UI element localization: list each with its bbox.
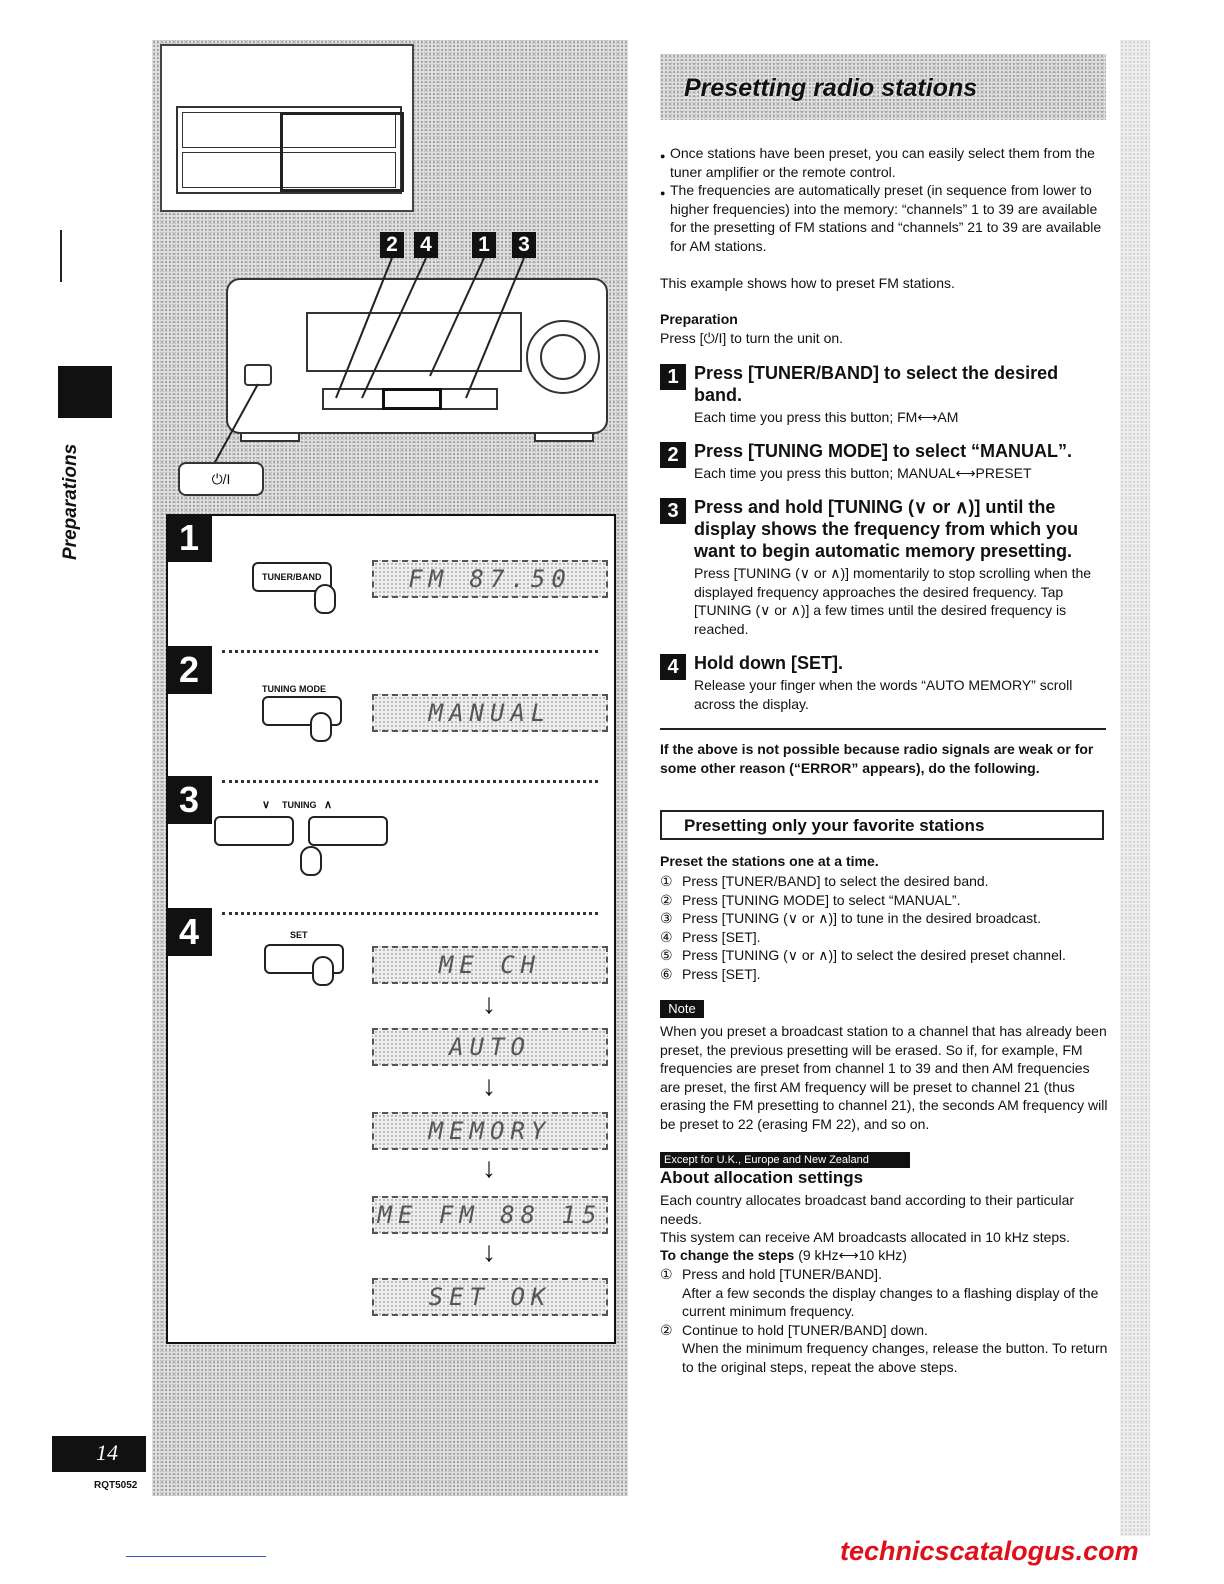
allocation-list — [660, 1265, 1108, 1376]
display-auto: AUTO — [372, 1028, 608, 1066]
finger-press-icon — [314, 584, 336, 614]
step-4-body: Release your finger when the words “AUTO MEMORY” scroll across the display. — [694, 677, 1073, 712]
illus-step-4-number: 4 — [166, 908, 212, 956]
footer-site-link[interactable]: technicscatalogus.com — [840, 1536, 1139, 1566]
tuning-down-button-icon — [214, 816, 294, 846]
list-item — [660, 1321, 1108, 1377]
display-fm: FM 87.50 — [372, 560, 608, 598]
item-text: Press [TUNER/BAND] to select the desired band. — [682, 873, 989, 889]
step-4-heading: Hold down [SET]. — [694, 653, 843, 673]
change-steps-line — [660, 1246, 1108, 1265]
list-item — [660, 909, 1108, 928]
item-number: ② — [660, 1321, 673, 1338]
callout-4: 4 — [414, 232, 438, 258]
arrow-down-icon: ↓ — [482, 1152, 496, 1183]
allocation-text-2: This system can receive AM broadcasts allocated in 10 kHz steps. — [660, 1229, 1071, 1245]
step-2-heading: Press [TUNING MODE] to select “MANUAL”. — [694, 441, 1073, 461]
callout-2: 2 — [380, 232, 404, 258]
preparation-text: Press [⏻/I] to turn the unit on. — [660, 330, 844, 346]
page-edge-shadow — [1120, 40, 1150, 1536]
region-tag: Except for U.K., Europe and New Zealand — [660, 1152, 910, 1168]
list-item — [660, 946, 1108, 965]
item-number: ④ — [660, 928, 673, 945]
footer-rule — [126, 1556, 266, 1557]
callout-1: 1 — [472, 232, 496, 258]
step-3-number: 3 — [660, 498, 686, 524]
item-text: Press [SET]. — [682, 928, 761, 945]
favorites-list — [660, 872, 1108, 983]
step-1-heading: Press [TUNER/BAND] to select the desired band. — [694, 363, 1059, 405]
page-number: 14 — [96, 1440, 118, 1465]
preparation-heading: Preparation — [660, 311, 738, 327]
step-3-heading: Press and hold [TUNING (∨ or ∧)] until the display shows the frequency from which you want to begin automatic memory presetting. — [694, 497, 1079, 561]
example-text: This example shows how to preset FM stations. — [660, 275, 955, 291]
item-subtext: When the minimum frequency changes, release the button. To return to the original steps, repeat the above steps. — [682, 1340, 1108, 1375]
leader-line-power — [214, 384, 258, 464]
step-4-number: 4 — [660, 654, 686, 680]
illus-step-2-number: 2 — [166, 646, 212, 694]
tuning-up-symbol: ∧ — [324, 799, 333, 811]
tuning-label: TUNING — [282, 800, 317, 810]
item-text: Press [SET]. — [682, 965, 761, 982]
list-item — [660, 891, 1108, 910]
leader-line-2 — [336, 258, 392, 398]
allocation-title: About allocation settings — [660, 1168, 864, 1187]
illus-step-1-number: 1 — [166, 514, 212, 562]
leader-line-1 — [430, 258, 484, 376]
note-text: When you preset a broadcast station to a channel that has already been preset, the previous presetting will be erased. So if, for example, FM frequencies are preset from channel 1 to 39 and then AM frequencies are preset, the first AM frequency will be preset to channel 21 (thus erasing the FM presetting to channel 21), the seconds AM frequency will be preset to 22 (erasing FM 22), and so on. — [660, 1023, 1108, 1132]
arrow-down-icon: ↓ — [482, 1236, 496, 1267]
tuning-mode-label: TUNING MODE — [262, 684, 326, 694]
list-item — [660, 872, 1108, 891]
note-label: Note — [660, 1000, 704, 1018]
intro-bullet: ● Once stations have been preset, you can easily select them from the tuner amplifier or the remote control. — [660, 144, 1108, 181]
step-divider — [222, 912, 598, 915]
leader-line-4 — [362, 258, 426, 398]
page-title: Presetting radio stations — [684, 74, 978, 102]
favorites-title-box — [660, 810, 1104, 840]
section-label-text: Preparations — [60, 443, 81, 560]
item-number: ② — [660, 891, 673, 908]
step-2-body: Each time you press this button; MANUAL⟷PRESET — [694, 465, 1032, 481]
finger-press-icon — [312, 956, 334, 986]
model-code: RQT5052 — [94, 1480, 138, 1491]
set-label: SET — [290, 930, 308, 940]
favorites-subheading: Preset the stations one at a time. — [660, 853, 879, 869]
list-item — [660, 965, 1108, 984]
step-divider — [222, 650, 598, 653]
finger-press-icon — [300, 846, 322, 876]
intro-bullet: ● The frequencies are automatically preset (in sequence from lower to higher frequencies) into the memory: “channels” 1 to 39 are available for the presetting of FM stations and “channels” 21 to 39 are available for AM stations. — [660, 181, 1108, 255]
section-divider — [660, 728, 1106, 730]
tuner-band-label: TUNER/BAND — [262, 572, 322, 582]
power-button: ⏻/I — [178, 462, 264, 496]
arrow-down-icon: ↓ — [482, 988, 496, 1019]
item-text: Press [TUNING MODE] to select “MANUAL”. — [682, 891, 961, 908]
list-item — [660, 1265, 1108, 1321]
step-divider — [222, 780, 598, 783]
item-number: ① — [660, 873, 673, 889]
display-me-ch: ME CH — [372, 946, 608, 984]
item-subtext: After a few seconds the display changes to a flashing display of the current minimum frequency. — [682, 1284, 1099, 1319]
display-set-ok: SET OK — [372, 1278, 608, 1316]
item-text: Press [TUNING (∨ or ∧)] to tune in the desired broadcast. — [682, 910, 1041, 926]
tuning-down-symbol: ∨ — [262, 799, 271, 811]
step-1-body: Each time you press this button; FM⟷AM — [694, 409, 959, 425]
item-number: ⑤ — [660, 947, 673, 963]
tuning-up-button-icon — [308, 816, 388, 846]
display-manual: MANUAL — [372, 694, 608, 732]
illus-step-3-number: 3 — [166, 776, 212, 824]
favorites-title: Presetting only your favorite stations — [684, 816, 985, 835]
display-memory: MEMORY — [372, 1112, 608, 1150]
item-number: ③ — [660, 910, 673, 926]
item-number: ① — [660, 1266, 673, 1282]
warning-text: If the above is not possible because radio signals are weak or for some other reason (“ERROR” appears), do the following. — [660, 741, 1094, 776]
item-text: Press [TUNING (∨ or ∧)] to select the desired preset channel. — [682, 947, 1066, 963]
item-text: Continue to hold [TUNER/BAND] down. — [682, 1321, 928, 1338]
arrow-down-icon: ↓ — [482, 1070, 496, 1101]
item-number: ⑥ — [660, 965, 673, 982]
change-steps-label: To change the steps — [660, 1247, 795, 1263]
change-steps-value: (9 kHz⟷10 kHz) — [798, 1247, 907, 1263]
step-2-number: 2 — [660, 442, 686, 468]
finger-press-icon — [310, 712, 332, 742]
step-3-body: Press [TUNING (∨ or ∧)] momentarily to stop scrolling when the displayed frequency approaches the desired frequency. Tap [TUNING (∨ or ∧)] a few times until the desired frequency is reached. — [694, 565, 1092, 637]
step-1-number: 1 — [660, 364, 686, 390]
item-text: Press and hold [TUNER/BAND]. — [682, 1266, 882, 1282]
allocation-text-1: Each country allocates broadcast band according to their particular needs. — [660, 1192, 1075, 1227]
display-me-fm: ME FM 88 15 — [372, 1196, 608, 1234]
callout-3: 3 — [512, 232, 536, 258]
list-item — [660, 928, 1108, 947]
